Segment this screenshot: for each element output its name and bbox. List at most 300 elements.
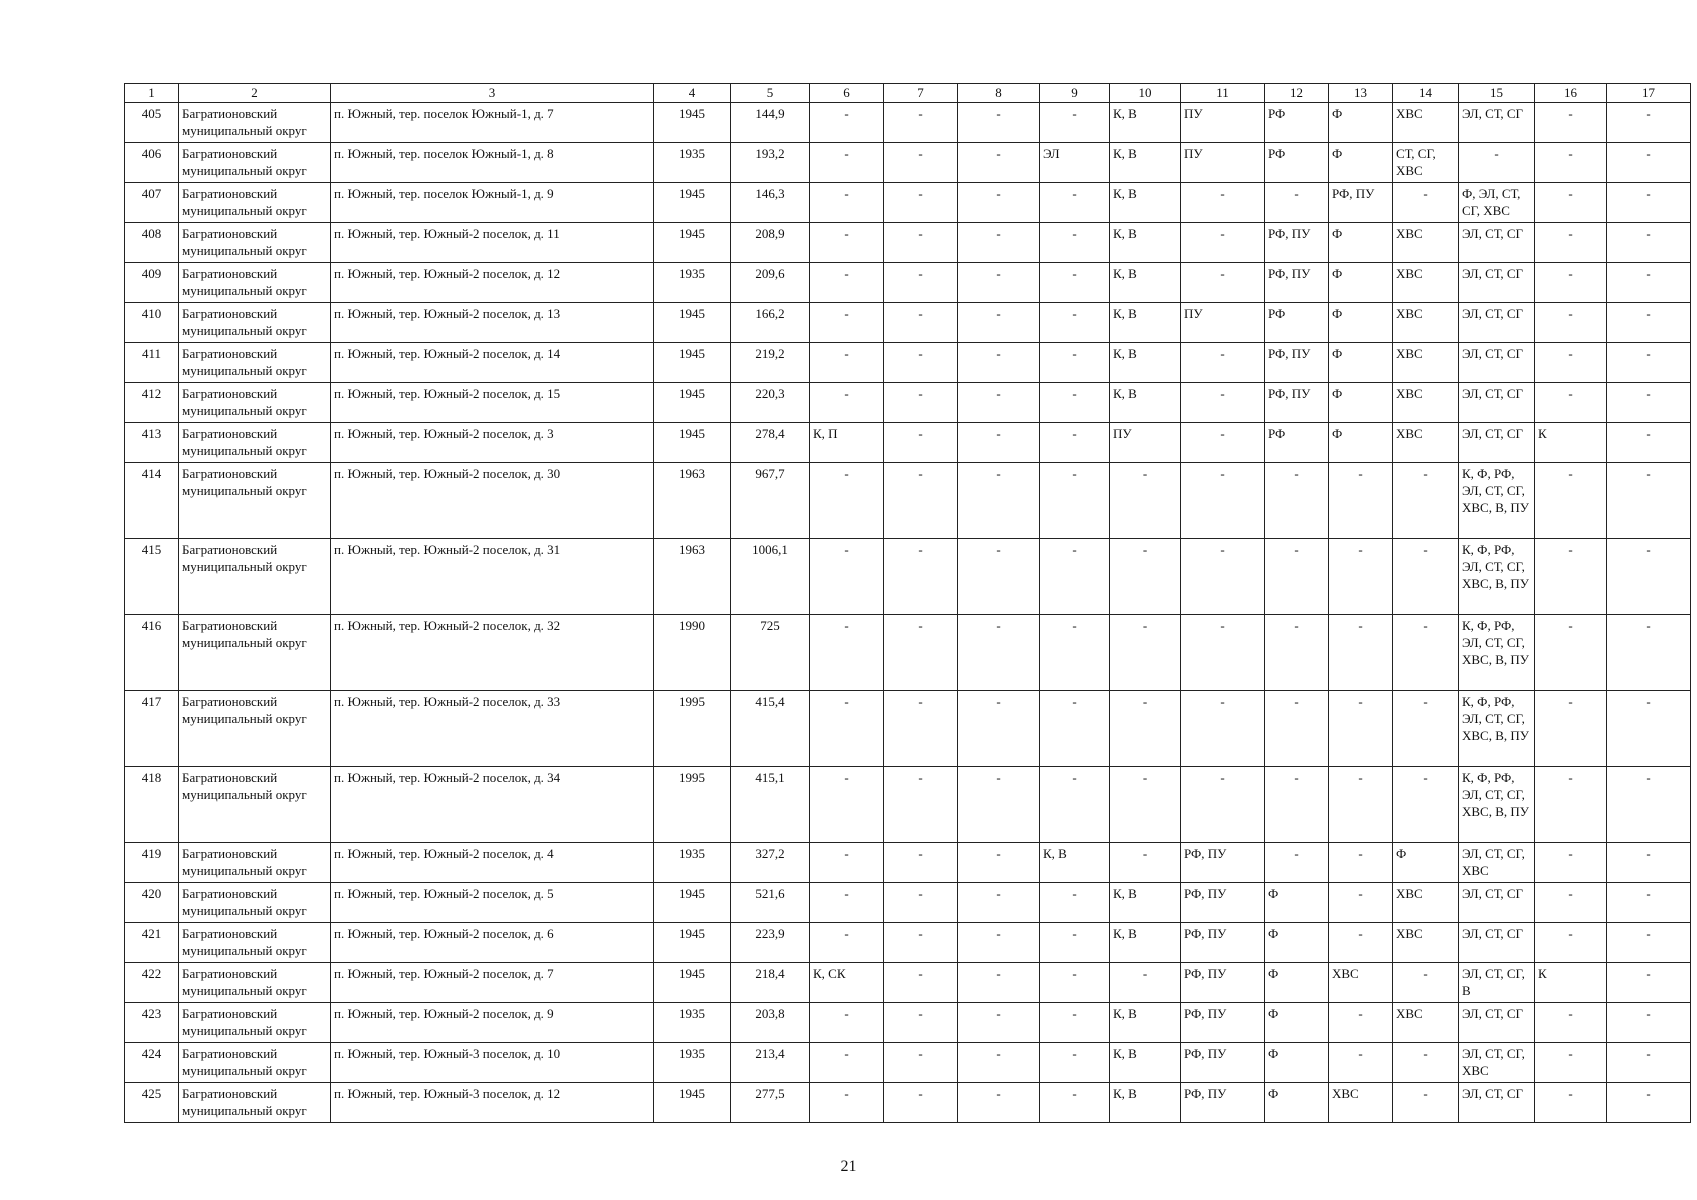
table-cell: - bbox=[810, 223, 884, 263]
register-sheet bbox=[124, 83, 1691, 1123]
table-row bbox=[125, 423, 1691, 463]
table-row bbox=[125, 223, 1691, 263]
table-cell: 146,3 bbox=[731, 183, 810, 223]
table-cell: 1935 bbox=[654, 1003, 731, 1043]
municipality-cell: Багратионовский муниципальный округ bbox=[179, 539, 331, 615]
table-cell: - bbox=[1535, 343, 1607, 383]
table-cell: - bbox=[1110, 463, 1181, 539]
table-cell: 1945 bbox=[654, 183, 731, 223]
table-row bbox=[125, 539, 1691, 615]
table-cell: 209,6 bbox=[731, 263, 810, 303]
row-number-cell: 419 bbox=[125, 843, 179, 883]
table-cell: - bbox=[1181, 539, 1265, 615]
table-cell: РФ, ПУ bbox=[1181, 883, 1265, 923]
table-cell: - bbox=[958, 143, 1040, 183]
table-cell: РФ, ПУ bbox=[1265, 263, 1329, 303]
column-header: 2 bbox=[179, 84, 331, 103]
table-cell: - bbox=[1535, 883, 1607, 923]
table-cell: - bbox=[1040, 263, 1110, 303]
table-cell: К, В bbox=[1110, 923, 1181, 963]
table-cell: 208,9 bbox=[731, 223, 810, 263]
table-cell: - bbox=[1040, 1003, 1110, 1043]
column-header: 14 bbox=[1393, 84, 1459, 103]
table-cell: К, В bbox=[1110, 263, 1181, 303]
table-cell: К, Ф, РФ, ЭЛ, СТ, СГ, ХВС, В, ПУ bbox=[1459, 767, 1535, 843]
table-cell: - bbox=[884, 1003, 958, 1043]
table-cell: К, В bbox=[1110, 883, 1181, 923]
column-header: 17 bbox=[1607, 84, 1691, 103]
table-cell: ЭЛ, СТ, СГ, ХВС bbox=[1459, 843, 1535, 883]
table-cell: К bbox=[1535, 963, 1607, 1003]
table-cell: ХВС bbox=[1393, 883, 1459, 923]
table-row bbox=[125, 143, 1691, 183]
table-cell: - bbox=[810, 615, 884, 691]
table-cell: - bbox=[1040, 103, 1110, 143]
table-cell: - bbox=[958, 103, 1040, 143]
table-cell: ЭЛ, СТ, СГ, ХВС bbox=[1459, 1043, 1535, 1083]
table-cell: - bbox=[1535, 1043, 1607, 1083]
table-cell: ЭЛ, СТ, СГ bbox=[1459, 223, 1535, 263]
table-cell: - bbox=[810, 843, 884, 883]
table-cell: - bbox=[1607, 423, 1691, 463]
column-header: 13 bbox=[1329, 84, 1393, 103]
table-cell: - bbox=[1329, 767, 1393, 843]
table-cell: Ф bbox=[1329, 223, 1393, 263]
table-cell: - bbox=[1393, 1083, 1459, 1123]
table-cell: К, В bbox=[1110, 223, 1181, 263]
column-header: 6 bbox=[810, 84, 884, 103]
table-cell: 967,7 bbox=[731, 463, 810, 539]
column-header: 9 bbox=[1040, 84, 1110, 103]
table-cell: ЭЛ, СТ, СГ bbox=[1459, 383, 1535, 423]
row-number-cell: 424 bbox=[125, 1043, 179, 1083]
address-cell: п. Южный, тер. Южный-2 поселок, д. 5 bbox=[331, 883, 654, 923]
table-cell: РФ bbox=[1265, 103, 1329, 143]
column-header: 16 bbox=[1535, 84, 1607, 103]
table-cell: ЭЛ, СТ, СГ bbox=[1459, 263, 1535, 303]
table-cell: К, В bbox=[1110, 1003, 1181, 1043]
table-cell: РФ bbox=[1265, 423, 1329, 463]
table-cell: - bbox=[1040, 963, 1110, 1003]
table-cell: - bbox=[1040, 383, 1110, 423]
row-number-cell: 415 bbox=[125, 539, 179, 615]
table-cell: - bbox=[1265, 767, 1329, 843]
table-cell: - bbox=[810, 539, 884, 615]
table-cell: - bbox=[810, 691, 884, 767]
table-cell: ПУ bbox=[1110, 423, 1181, 463]
address-cell: п. Южный, тер. Южный-2 поселок, д. 13 bbox=[331, 303, 654, 343]
table-cell: 1945 bbox=[654, 103, 731, 143]
table-row bbox=[125, 303, 1691, 343]
table-cell: - bbox=[958, 383, 1040, 423]
table-cell: - bbox=[884, 1083, 958, 1123]
row-number-cell: 412 bbox=[125, 383, 179, 423]
table-cell: К, В bbox=[1110, 343, 1181, 383]
municipality-cell: Багратионовский муниципальный округ bbox=[179, 143, 331, 183]
table-cell: Ф bbox=[1265, 883, 1329, 923]
table-cell: - bbox=[1265, 183, 1329, 223]
row-number-cell: 413 bbox=[125, 423, 179, 463]
table-cell: - bbox=[1535, 1083, 1607, 1123]
table-cell: - bbox=[884, 767, 958, 843]
table-cell: ХВС bbox=[1329, 963, 1393, 1003]
table-cell: - bbox=[958, 767, 1040, 843]
table-cell: - bbox=[1265, 615, 1329, 691]
table-cell: - bbox=[1040, 691, 1110, 767]
table-cell: 193,2 bbox=[731, 143, 810, 183]
table-cell: Ф bbox=[1265, 963, 1329, 1003]
row-number-cell: 422 bbox=[125, 963, 179, 1003]
table-cell: - bbox=[1181, 183, 1265, 223]
table-cell: - bbox=[884, 539, 958, 615]
table-cell: - bbox=[1607, 1083, 1691, 1123]
table-cell: - bbox=[884, 263, 958, 303]
table-cell: - bbox=[810, 143, 884, 183]
table-cell: - bbox=[1329, 843, 1393, 883]
table-cell: - bbox=[810, 767, 884, 843]
table-cell: Ф bbox=[1265, 1043, 1329, 1083]
table-cell: - bbox=[958, 963, 1040, 1003]
table-cell: - bbox=[958, 539, 1040, 615]
table-row bbox=[125, 963, 1691, 1003]
table-cell: - bbox=[1265, 463, 1329, 539]
table-cell: К, В bbox=[1110, 103, 1181, 143]
table-row bbox=[125, 691, 1691, 767]
table-cell: 203,8 bbox=[731, 1003, 810, 1043]
table-cell: - bbox=[1181, 691, 1265, 767]
table-cell: Ф bbox=[1393, 843, 1459, 883]
table-cell: - bbox=[1329, 883, 1393, 923]
table-cell: - bbox=[884, 143, 958, 183]
municipality-cell: Багратионовский муниципальный округ bbox=[179, 103, 331, 143]
table-cell: РФ, ПУ bbox=[1181, 1083, 1265, 1123]
table-cell: - bbox=[1110, 767, 1181, 843]
table-cell: - bbox=[958, 303, 1040, 343]
table-cell: ХВС bbox=[1329, 1083, 1393, 1123]
row-number-cell: 409 bbox=[125, 263, 179, 303]
table-cell: - bbox=[1265, 843, 1329, 883]
table-cell: 1935 bbox=[654, 263, 731, 303]
table-cell: - bbox=[1535, 767, 1607, 843]
address-cell: п. Южный, тер. Южный-2 поселок, д. 31 bbox=[331, 539, 654, 615]
municipality-cell: Багратионовский муниципальный округ bbox=[179, 423, 331, 463]
row-number-cell: 425 bbox=[125, 1083, 179, 1123]
table-cell: РФ, ПУ bbox=[1181, 923, 1265, 963]
municipality-cell: Багратионовский муниципальный округ bbox=[179, 691, 331, 767]
table-cell: 521,6 bbox=[731, 883, 810, 923]
table-row bbox=[125, 615, 1691, 691]
table-row bbox=[125, 383, 1691, 423]
table-cell: 1990 bbox=[654, 615, 731, 691]
table-cell: 1963 bbox=[654, 539, 731, 615]
table-cell: К, В bbox=[1110, 1043, 1181, 1083]
row-number-cell: 421 bbox=[125, 923, 179, 963]
address-cell: п. Южный, тер. Южный-3 поселок, д. 12 bbox=[331, 1083, 654, 1123]
row-number-cell: 423 bbox=[125, 1003, 179, 1043]
table-cell: 277,5 bbox=[731, 1083, 810, 1123]
table-cell: Ф bbox=[1329, 263, 1393, 303]
table-cell: - bbox=[810, 883, 884, 923]
row-number-cell: 408 bbox=[125, 223, 179, 263]
table-cell: ЭЛ, СТ, СГ bbox=[1459, 423, 1535, 463]
table-cell: 327,2 bbox=[731, 843, 810, 883]
row-number-cell: 420 bbox=[125, 883, 179, 923]
table-cell: - bbox=[958, 423, 1040, 463]
table-cell: К, Ф, РФ, ЭЛ, СТ, СГ, ХВС, В, ПУ bbox=[1459, 615, 1535, 691]
table-cell: - bbox=[1040, 883, 1110, 923]
table-cell: - bbox=[1181, 223, 1265, 263]
table-cell: К, Ф, РФ, ЭЛ, СТ, СГ, ХВС, В, ПУ bbox=[1459, 539, 1535, 615]
table-cell: 1945 bbox=[654, 223, 731, 263]
table-cell: - bbox=[810, 343, 884, 383]
table-cell: РФ, ПУ bbox=[1181, 1003, 1265, 1043]
table-cell: - bbox=[1535, 539, 1607, 615]
table-cell: - bbox=[810, 923, 884, 963]
table-cell: - bbox=[884, 843, 958, 883]
table-cell: - bbox=[1110, 539, 1181, 615]
table-row bbox=[125, 463, 1691, 539]
table-cell: - bbox=[1040, 463, 1110, 539]
table-cell: - bbox=[1040, 343, 1110, 383]
table-cell: - bbox=[1110, 691, 1181, 767]
table-cell: - bbox=[884, 923, 958, 963]
table-cell: К, В bbox=[1110, 383, 1181, 423]
table-cell: РФ, ПУ bbox=[1265, 343, 1329, 383]
table-cell: РФ, ПУ bbox=[1265, 223, 1329, 263]
table-cell: СТ, СГ, ХВС bbox=[1393, 143, 1459, 183]
table-cell: - bbox=[1535, 463, 1607, 539]
table-cell: - bbox=[1329, 539, 1393, 615]
table-cell: - bbox=[1040, 303, 1110, 343]
address-cell: п. Южный, тер. Южный-3 поселок, д. 10 bbox=[331, 1043, 654, 1083]
table-cell: 1945 bbox=[654, 883, 731, 923]
table-cell: - bbox=[884, 343, 958, 383]
table-cell: РФ, ПУ bbox=[1181, 1043, 1265, 1083]
table-cell: - bbox=[1040, 423, 1110, 463]
table-cell: - bbox=[1535, 691, 1607, 767]
column-number-header-row bbox=[125, 84, 1691, 103]
table-cell: 1995 bbox=[654, 767, 731, 843]
table-cell: - bbox=[810, 463, 884, 539]
table-cell: - bbox=[884, 691, 958, 767]
municipality-cell: Багратионовский муниципальный округ bbox=[179, 767, 331, 843]
table-row bbox=[125, 1043, 1691, 1083]
row-number-cell: 416 bbox=[125, 615, 179, 691]
table-cell: - bbox=[1181, 615, 1265, 691]
table-cell: 1945 bbox=[654, 963, 731, 1003]
row-number-cell: 417 bbox=[125, 691, 179, 767]
table-cell: - bbox=[958, 463, 1040, 539]
table-cell: - bbox=[1535, 143, 1607, 183]
municipality-cell: Багратионовский муниципальный округ bbox=[179, 343, 331, 383]
table-cell: - bbox=[1110, 963, 1181, 1003]
table-cell: 415,1 bbox=[731, 767, 810, 843]
table-cell: - bbox=[884, 883, 958, 923]
table-row bbox=[125, 883, 1691, 923]
table-cell: - bbox=[1535, 383, 1607, 423]
table-cell: 144,9 bbox=[731, 103, 810, 143]
table-cell: - bbox=[1393, 615, 1459, 691]
table-cell: ХВС bbox=[1393, 343, 1459, 383]
address-cell: п. Южный, тер. Южный-2 поселок, д. 11 bbox=[331, 223, 654, 263]
table-cell: ХВС bbox=[1393, 423, 1459, 463]
table-cell: - bbox=[1110, 615, 1181, 691]
row-number-cell: 411 bbox=[125, 343, 179, 383]
table-cell: Ф bbox=[1265, 1083, 1329, 1123]
column-header: 10 bbox=[1110, 84, 1181, 103]
table-cell: ЭЛ, СТ, СГ bbox=[1459, 343, 1535, 383]
address-cell: п. Южный, тер. Южный-2 поселок, д. 33 bbox=[331, 691, 654, 767]
table-cell: - bbox=[1535, 1003, 1607, 1043]
municipality-cell: Багратионовский муниципальный округ bbox=[179, 923, 331, 963]
table-cell: - bbox=[884, 103, 958, 143]
table-cell: 1945 bbox=[654, 923, 731, 963]
table-cell: ХВС bbox=[1393, 263, 1459, 303]
table-cell: - bbox=[958, 223, 1040, 263]
table-cell: - bbox=[1535, 303, 1607, 343]
table-cell: 166,2 bbox=[731, 303, 810, 343]
table-cell: - bbox=[810, 103, 884, 143]
table-cell: 1935 bbox=[654, 843, 731, 883]
table-cell: - bbox=[1265, 691, 1329, 767]
municipality-cell: Багратионовский муниципальный округ bbox=[179, 1043, 331, 1083]
table-cell: ЭЛ, СТ, СГ bbox=[1459, 1003, 1535, 1043]
table-cell: ХВС bbox=[1393, 1003, 1459, 1043]
table-cell: - bbox=[1459, 143, 1535, 183]
table-row bbox=[125, 767, 1691, 843]
table-cell: - bbox=[958, 843, 1040, 883]
table-cell: - bbox=[1607, 691, 1691, 767]
page-number: 21 bbox=[840, 1158, 857, 1175]
row-number-cell: 410 bbox=[125, 303, 179, 343]
table-cell: - bbox=[810, 263, 884, 303]
table-cell: Ф bbox=[1329, 343, 1393, 383]
table-cell: - bbox=[958, 923, 1040, 963]
table-cell: - bbox=[810, 1003, 884, 1043]
table-cell: - bbox=[810, 303, 884, 343]
table-cell: - bbox=[1181, 263, 1265, 303]
table-cell: - bbox=[810, 1083, 884, 1123]
table-cell: Ф bbox=[1329, 423, 1393, 463]
table-cell: Ф bbox=[1329, 383, 1393, 423]
table-cell: - bbox=[884, 1043, 958, 1083]
table-cell: - bbox=[1607, 1043, 1691, 1083]
table-cell: 1935 bbox=[654, 1043, 731, 1083]
table-cell: - bbox=[810, 383, 884, 423]
table-cell: - bbox=[958, 1083, 1040, 1123]
table-cell: - bbox=[958, 615, 1040, 691]
table-cell: К, В bbox=[1040, 843, 1110, 883]
table-cell: - bbox=[1040, 1083, 1110, 1123]
table-cell: РФ, ПУ bbox=[1265, 383, 1329, 423]
table-cell: - bbox=[810, 183, 884, 223]
table-cell: 278,4 bbox=[731, 423, 810, 463]
table-row bbox=[125, 183, 1691, 223]
table-cell: - bbox=[1607, 183, 1691, 223]
table-cell: РФ, ПУ bbox=[1181, 963, 1265, 1003]
table-cell: - bbox=[810, 1043, 884, 1083]
municipality-cell: Багратионовский муниципальный округ bbox=[179, 963, 331, 1003]
table-cell: 725 bbox=[731, 615, 810, 691]
table-cell: К, В bbox=[1110, 303, 1181, 343]
table-cell: - bbox=[1329, 691, 1393, 767]
table-cell: - bbox=[1181, 423, 1265, 463]
table-cell: ХВС bbox=[1393, 223, 1459, 263]
table-row bbox=[125, 343, 1691, 383]
column-header: 1 bbox=[125, 84, 179, 103]
table-cell: 1006,1 bbox=[731, 539, 810, 615]
table-row bbox=[125, 923, 1691, 963]
table-cell: - bbox=[1607, 843, 1691, 883]
table-cell: - bbox=[1110, 843, 1181, 883]
table-cell: Ф bbox=[1329, 303, 1393, 343]
table-cell: - bbox=[884, 223, 958, 263]
table-row bbox=[125, 1083, 1691, 1123]
address-cell: п. Южный, тер. поселок Южный-1, д. 8 bbox=[331, 143, 654, 183]
table-cell: - bbox=[1329, 1003, 1393, 1043]
table-cell: ХВС bbox=[1393, 103, 1459, 143]
table-cell: - bbox=[1607, 883, 1691, 923]
row-number-cell: 406 bbox=[125, 143, 179, 183]
table-cell: - bbox=[958, 263, 1040, 303]
table-cell: - bbox=[1040, 223, 1110, 263]
table-cell: - bbox=[1265, 539, 1329, 615]
table-cell: 1945 bbox=[654, 383, 731, 423]
table-cell: 1945 bbox=[654, 343, 731, 383]
table-cell: - bbox=[1181, 383, 1265, 423]
table-row bbox=[125, 1003, 1691, 1043]
table-row bbox=[125, 843, 1691, 883]
address-cell: п. Южный, тер. поселок Южный-1, д. 9 bbox=[331, 183, 654, 223]
table-cell: - bbox=[958, 343, 1040, 383]
table-cell: - bbox=[1607, 615, 1691, 691]
table-cell: ХВС bbox=[1393, 383, 1459, 423]
table-cell: РФ, ПУ bbox=[1181, 843, 1265, 883]
address-cell: п. Южный, тер. Южный-2 поселок, д. 30 bbox=[331, 463, 654, 539]
table-cell: 1945 bbox=[654, 1083, 731, 1123]
municipality-cell: Багратионовский муниципальный округ bbox=[179, 615, 331, 691]
table-cell: ЭЛ, СТ, СГ bbox=[1459, 883, 1535, 923]
table-cell: - bbox=[1535, 183, 1607, 223]
municipality-cell: Багратионовский муниципальный округ bbox=[179, 383, 331, 423]
row-number-cell: 407 bbox=[125, 183, 179, 223]
table-cell: - bbox=[1607, 1003, 1691, 1043]
table-cell: - bbox=[1535, 103, 1607, 143]
table-cell: 1963 bbox=[654, 463, 731, 539]
table-cell: - bbox=[884, 423, 958, 463]
column-header: 5 bbox=[731, 84, 810, 103]
address-cell: п. Южный, тер. Южный-2 поселок, д. 4 bbox=[331, 843, 654, 883]
table-cell: К, СК bbox=[810, 963, 884, 1003]
table-cell: Ф bbox=[1265, 923, 1329, 963]
address-cell: п. Южный, тер. Южный-2 поселок, д. 14 bbox=[331, 343, 654, 383]
row-number-cell: 418 bbox=[125, 767, 179, 843]
table-cell: 1945 bbox=[654, 303, 731, 343]
table-cell: - bbox=[1393, 1043, 1459, 1083]
address-cell: п. Южный, тер. Южный-2 поселок, д. 3 bbox=[331, 423, 654, 463]
table-cell: 1995 bbox=[654, 691, 731, 767]
table-cell: - bbox=[1181, 463, 1265, 539]
table-cell: - bbox=[1607, 143, 1691, 183]
municipality-cell: Багратионовский муниципальный округ bbox=[179, 463, 331, 539]
table-cell: - bbox=[958, 691, 1040, 767]
table-cell: - bbox=[1535, 263, 1607, 303]
table-cell: - bbox=[1535, 843, 1607, 883]
table-cell: К, Ф, РФ, ЭЛ, СТ, СГ, ХВС, В, ПУ bbox=[1459, 463, 1535, 539]
table-cell: - bbox=[1040, 615, 1110, 691]
table-cell: 219,2 bbox=[731, 343, 810, 383]
column-header: 8 bbox=[958, 84, 1040, 103]
